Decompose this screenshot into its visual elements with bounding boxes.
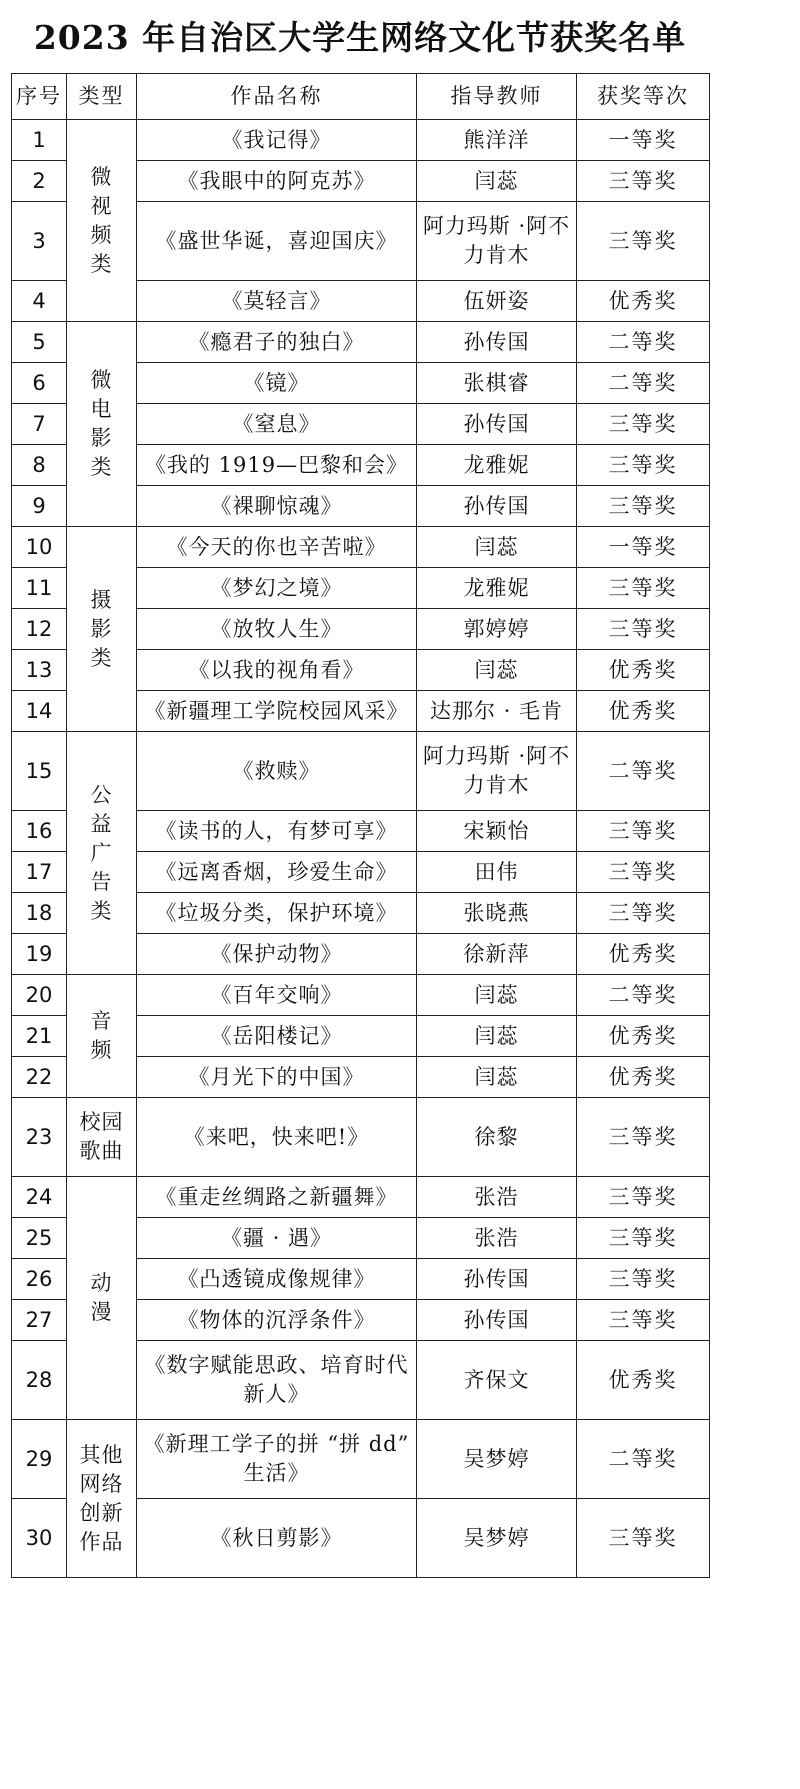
work-title-cell: 《窒息》 — [137, 404, 417, 445]
serial-number-cell: 29 — [12, 1420, 67, 1499]
teacher-cell: 闫蕊 — [417, 1016, 577, 1057]
category-cell: 微 电 影 类 — [67, 322, 137, 527]
serial-number-cell: 24 — [12, 1177, 67, 1218]
teacher-cell: 张棋睿 — [417, 363, 577, 404]
serial-number-cell: 3 — [12, 202, 67, 281]
work-title-cell: 《新疆理工学院校园风采》 — [137, 691, 417, 732]
table-row — [12, 120, 710, 161]
work-title-cell: 《裸聊惊魂》 — [137, 486, 417, 527]
award-level-cell: 三等奖 — [577, 202, 710, 281]
serial-number-cell: 28 — [12, 1341, 67, 1420]
work-title-cell: 《我记得》 — [137, 120, 417, 161]
serial-number-cell: 27 — [12, 1300, 67, 1341]
category-cell: 公 益 广 告 类 — [67, 732, 137, 975]
award-level-cell: 三等奖 — [577, 1177, 710, 1218]
table-row — [12, 732, 710, 811]
award-level-cell: 三等奖 — [577, 811, 710, 852]
serial-number-cell: 6 — [12, 363, 67, 404]
work-title-cell: 《我眼中的阿克苏》 — [137, 161, 417, 202]
award-level-cell: 优秀奖 — [577, 1016, 710, 1057]
work-title-cell: 《放牧人生》 — [137, 609, 417, 650]
award-level-cell: 优秀奖 — [577, 281, 710, 322]
category-cell: 微 视 频 类 — [67, 120, 137, 322]
teacher-cell: 孙传国 — [417, 486, 577, 527]
teacher-cell: 孙传国 — [417, 404, 577, 445]
table-row — [12, 322, 710, 363]
teacher-cell: 熊洋洋 — [417, 120, 577, 161]
teacher-cell: 达那尔 · 毛肯 — [417, 691, 577, 732]
teacher-cell: 徐新萍 — [417, 934, 577, 975]
table-row — [12, 1177, 710, 1218]
teacher-cell: 孙传国 — [417, 1300, 577, 1341]
teacher-cell: 齐保文 — [417, 1341, 577, 1420]
work-title-cell: 《百年交响》 — [137, 975, 417, 1016]
serial-number-cell: 26 — [12, 1259, 67, 1300]
serial-number-cell: 12 — [12, 609, 67, 650]
teacher-cell: 伍妍姿 — [417, 281, 577, 322]
serial-number-cell: 21 — [12, 1016, 67, 1057]
award-level-cell: 二等奖 — [577, 363, 710, 404]
serial-number-cell: 7 — [12, 404, 67, 445]
award-level-cell: 三等奖 — [577, 609, 710, 650]
serial-number-cell: 1 — [12, 120, 67, 161]
serial-number-cell: 14 — [12, 691, 67, 732]
work-title-cell: 《垃圾分类，保护环境》 — [137, 893, 417, 934]
work-title-cell: 《瘾君子的独白》 — [137, 322, 417, 363]
serial-number-cell: 16 — [12, 811, 67, 852]
serial-number-cell: 20 — [12, 975, 67, 1016]
award-level-cell: 三等奖 — [577, 852, 710, 893]
award-level-cell: 二等奖 — [577, 1420, 710, 1499]
table-row — [12, 975, 710, 1016]
work-title-cell: 《救赎》 — [137, 732, 417, 811]
teacher-cell: 徐黎 — [417, 1098, 577, 1177]
work-title-cell: 《物体的沉浮条件》 — [137, 1300, 417, 1341]
table-row — [12, 1098, 710, 1177]
teacher-cell: 孙传国 — [417, 1259, 577, 1300]
work-title-cell: 《岳阳楼记》 — [137, 1016, 417, 1057]
teacher-cell: 宋颖怡 — [417, 811, 577, 852]
teacher-cell: 吴梦婷 — [417, 1420, 577, 1499]
award-level-cell: 三等奖 — [577, 1098, 710, 1177]
award-level-cell: 三等奖 — [577, 568, 710, 609]
work-title-cell: 《盛世华诞，喜迎国庆》 — [137, 202, 417, 281]
award-level-cell: 三等奖 — [577, 486, 710, 527]
work-title-cell: 《保护动物》 — [137, 934, 417, 975]
table-row — [12, 527, 710, 568]
work-title-cell: 《疆 · 遇》 — [137, 1218, 417, 1259]
serial-number-cell: 25 — [12, 1218, 67, 1259]
work-title-cell: 《以我的视角看》 — [137, 650, 417, 691]
teacher-cell: 闫蕊 — [417, 1057, 577, 1098]
serial-number-cell: 4 — [12, 281, 67, 322]
awards-table — [11, 73, 710, 1578]
award-level-cell: 三等奖 — [577, 1300, 710, 1341]
award-level-cell: 优秀奖 — [577, 934, 710, 975]
serial-number-cell: 22 — [12, 1057, 67, 1098]
header-category: 类型 — [67, 74, 137, 120]
serial-number-cell: 19 — [12, 934, 67, 975]
work-title-cell: 《月光下的中国》 — [137, 1057, 417, 1098]
category-cell: 音 频 — [67, 975, 137, 1098]
serial-number-cell: 30 — [12, 1499, 67, 1578]
award-level-cell: 优秀奖 — [577, 1057, 710, 1098]
category-cell: 动 漫 — [67, 1177, 137, 1420]
award-level-cell: 三等奖 — [577, 1499, 710, 1578]
serial-number-cell: 5 — [12, 322, 67, 363]
header-serial-number: 序号 — [12, 74, 67, 120]
teacher-cell: 闫蕊 — [417, 650, 577, 691]
award-level-cell: 三等奖 — [577, 1259, 710, 1300]
work-title-cell: 《凸透镜成像规律》 — [137, 1259, 417, 1300]
serial-number-cell: 10 — [12, 527, 67, 568]
header-award-level: 获奖等次 — [577, 74, 710, 120]
serial-number-cell: 9 — [12, 486, 67, 527]
work-title-cell: 《数字赋能思政、培育时代新人》 — [137, 1341, 417, 1420]
category-cell: 摄 影 类 — [67, 527, 137, 732]
serial-number-cell: 23 — [12, 1098, 67, 1177]
award-level-cell: 优秀奖 — [577, 691, 710, 732]
teacher-cell: 张浩 — [417, 1218, 577, 1259]
work-title-cell: 《镜》 — [137, 363, 417, 404]
header-teacher: 指导教师 — [417, 74, 577, 120]
award-level-cell: 二等奖 — [577, 322, 710, 363]
work-title-cell: 《读书的人，有梦可享》 — [137, 811, 417, 852]
serial-number-cell: 18 — [12, 893, 67, 934]
award-level-cell: 优秀奖 — [577, 1341, 710, 1420]
award-level-cell: 三等奖 — [577, 893, 710, 934]
award-level-cell: 二等奖 — [577, 732, 710, 811]
document-title: 2023 年自治区大学生网络文化节获奖名单 — [33, 18, 687, 57]
serial-number-cell: 15 — [12, 732, 67, 811]
award-level-cell: 三等奖 — [577, 404, 710, 445]
table-row — [12, 1420, 710, 1499]
serial-number-cell: 2 — [12, 161, 67, 202]
work-title-cell: 《我的 1919—巴黎和会》 — [137, 445, 417, 486]
award-level-cell: 三等奖 — [577, 1218, 710, 1259]
teacher-cell: 阿力玛斯 ·阿不力肯木 — [417, 202, 577, 281]
teacher-cell: 吴梦婷 — [417, 1499, 577, 1578]
work-title-cell: 《新理工学子的拼 “拼 dd” 生活》 — [137, 1420, 417, 1499]
teacher-cell: 田伟 — [417, 852, 577, 893]
award-level-cell: 一等奖 — [577, 120, 710, 161]
serial-number-cell: 17 — [12, 852, 67, 893]
category-cell: 校园 歌曲 — [67, 1098, 137, 1177]
award-level-cell: 三等奖 — [577, 161, 710, 202]
table-body — [12, 120, 710, 1578]
work-title-cell: 《莫轻言》 — [137, 281, 417, 322]
header-work-title: 作品名称 — [137, 74, 417, 120]
teacher-cell: 龙雅妮 — [417, 568, 577, 609]
table-header-row — [12, 74, 710, 120]
teacher-cell: 张晓燕 — [417, 893, 577, 934]
work-title-cell: 《秋日剪影》 — [137, 1499, 417, 1578]
teacher-cell: 龙雅妮 — [417, 445, 577, 486]
award-level-cell: 优秀奖 — [577, 650, 710, 691]
work-title-cell: 《今天的你也辛苦啦》 — [137, 527, 417, 568]
teacher-cell: 闫蕊 — [417, 975, 577, 1016]
serial-number-cell: 8 — [12, 445, 67, 486]
award-level-cell: 一等奖 — [577, 527, 710, 568]
serial-number-cell: 13 — [12, 650, 67, 691]
teacher-cell: 孙传国 — [417, 322, 577, 363]
work-title-cell: 《远离香烟，珍爱生命》 — [137, 852, 417, 893]
teacher-cell: 郭婷婷 — [417, 609, 577, 650]
teacher-cell: 张浩 — [417, 1177, 577, 1218]
work-title-cell: 《来吧，快来吧!》 — [137, 1098, 417, 1177]
category-cell: 其他 网络 创新 作品 — [67, 1420, 137, 1578]
award-level-cell: 三等奖 — [577, 445, 710, 486]
teacher-cell: 阿力玛斯 ·阿不力肯木 — [417, 732, 577, 811]
serial-number-cell: 11 — [12, 568, 67, 609]
teacher-cell: 闫蕊 — [417, 161, 577, 202]
work-title-cell: 《重走丝绸路之新疆舞》 — [137, 1177, 417, 1218]
work-title-cell: 《梦幻之境》 — [137, 568, 417, 609]
teacher-cell: 闫蕊 — [417, 527, 577, 568]
award-level-cell: 二等奖 — [577, 975, 710, 1016]
